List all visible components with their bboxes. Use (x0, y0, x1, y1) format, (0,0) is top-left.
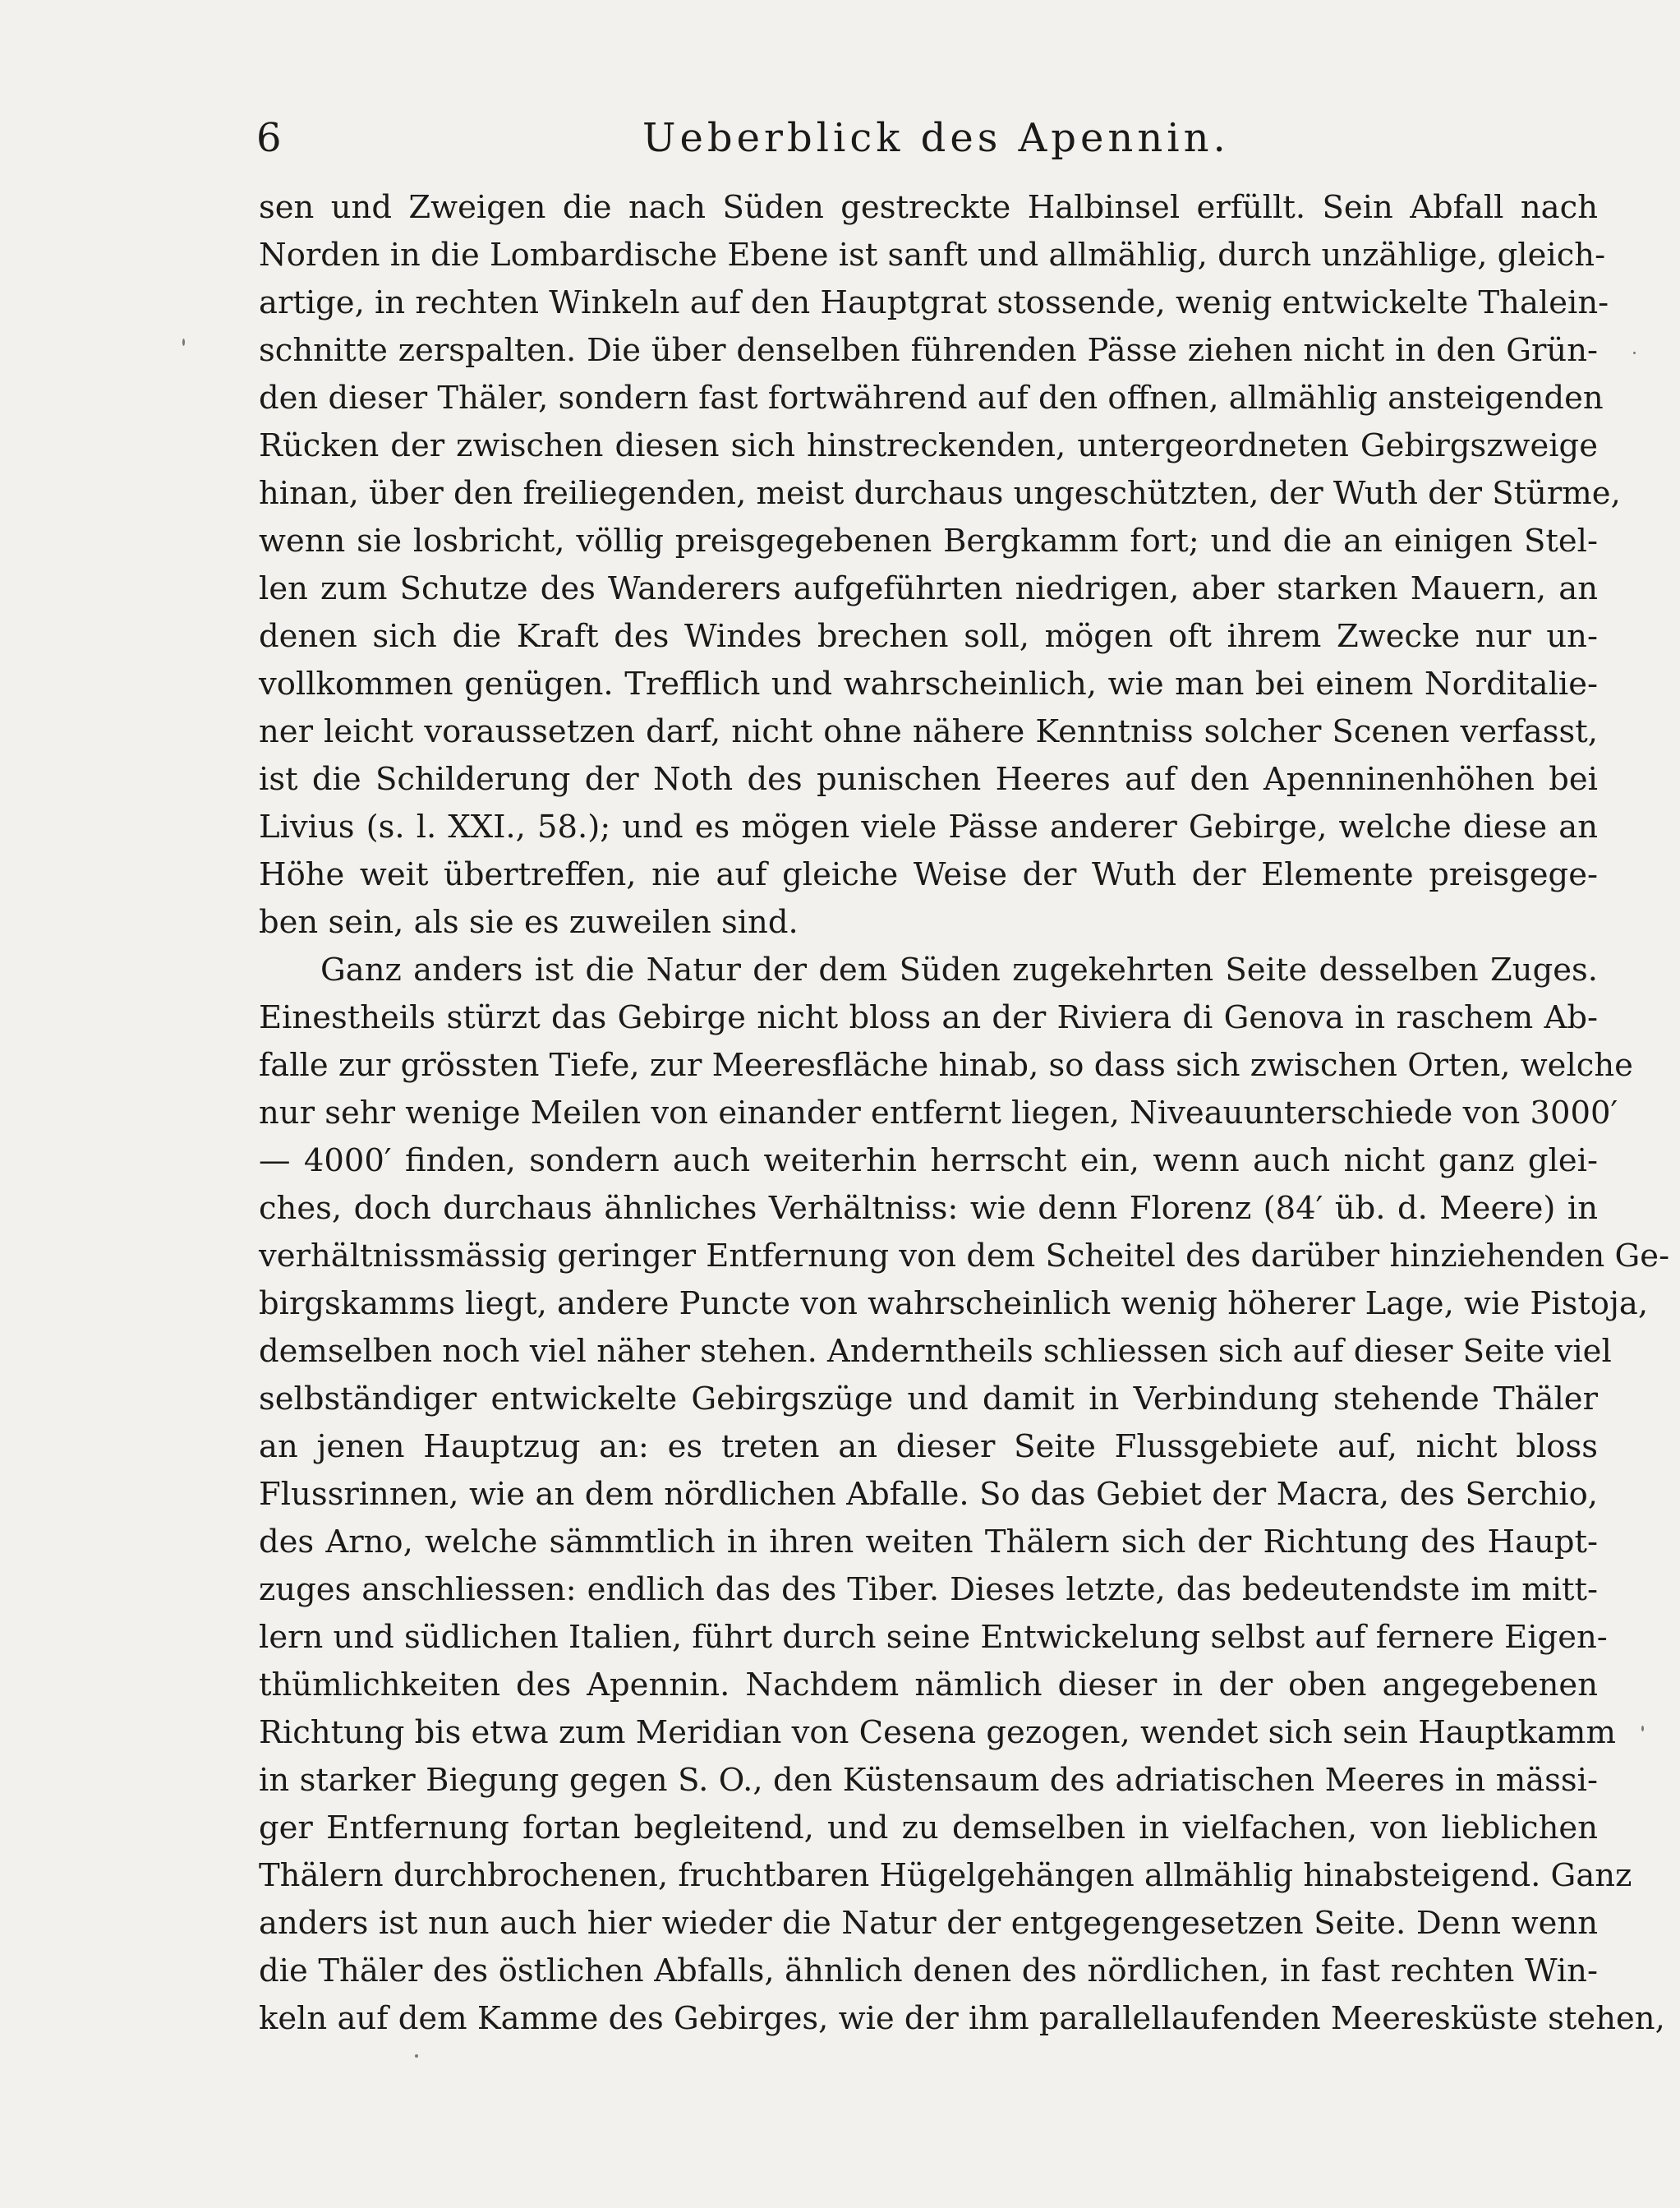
text-line: vollkommen genügen. Trefflich und wahrscheinlich, wie man bei einem Norditalie- (259, 666, 1598, 703)
text-line: Thälern durchbrochenen, fruchtbaren Hügelgehängen allmählig hinabsteigend. Ganz (259, 1857, 1632, 1894)
text-line: — 4000′ finden, sondern auch weiterhin herrscht ein, wenn auch nicht ganz glei- (259, 1142, 1598, 1179)
text-line: len zum Schutze des Wanderers aufgeführten niedrigen, aber starken Mauern, an (259, 570, 1598, 607)
text-line: denen sich die Kraft des Windes brechen soll, mögen oft ihrem Zwecke nur un- (259, 618, 1598, 655)
text-line: Richtung bis etwa zum Meridian von Cesena gezogen, wendet sich sein Hauptkamm (259, 1714, 1616, 1751)
text-line: ist die Schilderung der Noth des punischen Heeres auf den Apenninenhöhen bei (259, 761, 1598, 798)
text-line: falle zur grössten Tiefe, zur Meeresfläche hinab, so dass sich zwischen Orten, welche (259, 1047, 1633, 1084)
text-line: Einestheils stürzt das Gebirge nicht bloss an der Riviera di Genova in raschem Ab- (259, 999, 1598, 1036)
paper-speck (1633, 352, 1636, 354)
text-line: Rücken der zwischen diesen sich hinstreckenden, untergeordneten Gebirgszweige (259, 427, 1598, 464)
text-line: hinan, über den freiliegenden, meist durchaus ungeschützten, der Wuth der Stürme, (259, 475, 1621, 512)
page-number: 6 (256, 115, 282, 161)
text-line: Livius (s. l. XXI., 58.); und es mögen viele Pässe anderer Gebirge, welche diese an (259, 809, 1598, 846)
paragraph-start-line: Ganz anders ist die Natur der dem Süden zugekehrten Seite desselben Zuges. (320, 952, 1598, 989)
text-line: sen und Zweigen die nach Süden gestreckte Halbinsel erfüllt. Sein Abfall nach (259, 189, 1598, 226)
text-line: lern und südlichen Italien, führt durch seine Entwickelung selbst auf fernere Eigen- (259, 1619, 1608, 1656)
paper-speck (182, 339, 185, 346)
text-line: thümlichkeiten des Apennin. Nachdem nämlich dieser in der oben angegebenen (259, 1666, 1598, 1703)
text-line: verhältnissmässig geringer Entfernung von dem Scheitel des darüber hinziehenden Ge- (259, 1238, 1670, 1275)
text-line: demselben noch viel näher stehen. Anderntheils schliessen sich auf dieser Seite viel (259, 1333, 1612, 1370)
text-line: ger Entfernung fortan begleitend, und zu demselben in vielfachen, von lieblichen (259, 1809, 1598, 1846)
text-line: an jenen Hauptzug an: es treten an dieser Seite Flussgebiete auf, nicht bloss (259, 1428, 1598, 1465)
text-line: zuges anschliessen: endlich das des Tiber. Dieses letzte, das bedeutendste im mitt- (259, 1571, 1598, 1608)
paper-speck (1641, 1726, 1644, 1731)
text-line: Höhe weit übertreffen, nie auf gleiche Weise der Wuth der Elemente preisgege- (259, 856, 1598, 893)
text-line: den dieser Thäler, sondern fast fortwährend auf den offnen, allmählig ansteigenden (259, 380, 1604, 417)
running-title: Ueberblick des Apennin. (642, 115, 1230, 161)
body-text (259, 184, 1670, 2043)
text-line: Flussrinnen, wie an dem nördlichen Abfalle. So das Gebiet der Macra, des Serchio, (259, 1476, 1598, 1513)
text-line: Norden in die Lombardische Ebene ist sanft und allmählig, durch unzählige, gleich- (259, 237, 1606, 274)
text-line: ches, doch durchaus ähnliches Verhältniss: wie denn Florenz (84′ üb. d. Meere) in (259, 1190, 1598, 1227)
text-line: in starker Biegung gegen S. O., den Küstensaum des adriatischen Meeres in mässi- (259, 1762, 1598, 1799)
text-line: anders ist nun auch hier wieder die Natur der entgegengesetzen Seite. Denn wenn (259, 1905, 1598, 1942)
running-header (256, 113, 1599, 163)
text-line: keln auf dem Kamme des Gebirges, wie der ihm parallellaufenden Meeresküste stehen, (259, 2000, 1665, 2037)
text-line: die Thäler des östlichen Abfalls, ähnlich denen des nördlichen, in fast rechten Win- (259, 1952, 1598, 1989)
text-line: schnitte zerspalten. Die über denselben führenden Pässe ziehen nicht in den Grün- (259, 332, 1598, 369)
text-line: wenn sie losbricht, völlig preisgegebenen Bergkamm fort; und die an einigen Stel- (259, 523, 1598, 560)
text-line: ner leicht voraussetzen darf, nicht ohne nähere Kenntniss solcher Scenen verfasst, (259, 713, 1598, 750)
paragraph-end-line: ben sein, als sie es zuweilen sind. (259, 904, 799, 941)
text-line: artige, in rechten Winkeln auf den Hauptgrat stossende, wenig entwickelte Thalein- (259, 284, 1609, 321)
text-line: des Arno, welche sämmtlich in ihren weiten Thälern sich der Richtung des Haupt- (259, 1523, 1598, 1560)
text-line: birgskamms liegt, andere Puncte von wahrscheinlich wenig höherer Lage, wie Pistoja, (259, 1285, 1649, 1322)
text-line: selbständiger entwickelte Gebirgszüge und damit in Verbindung stehende Thäler (259, 1381, 1598, 1417)
text-line: nur sehr wenige Meilen von einander entfernt liegen, Niveauunterschiede von 3000′ (259, 1095, 1618, 1132)
paper-speck (415, 2054, 418, 2058)
